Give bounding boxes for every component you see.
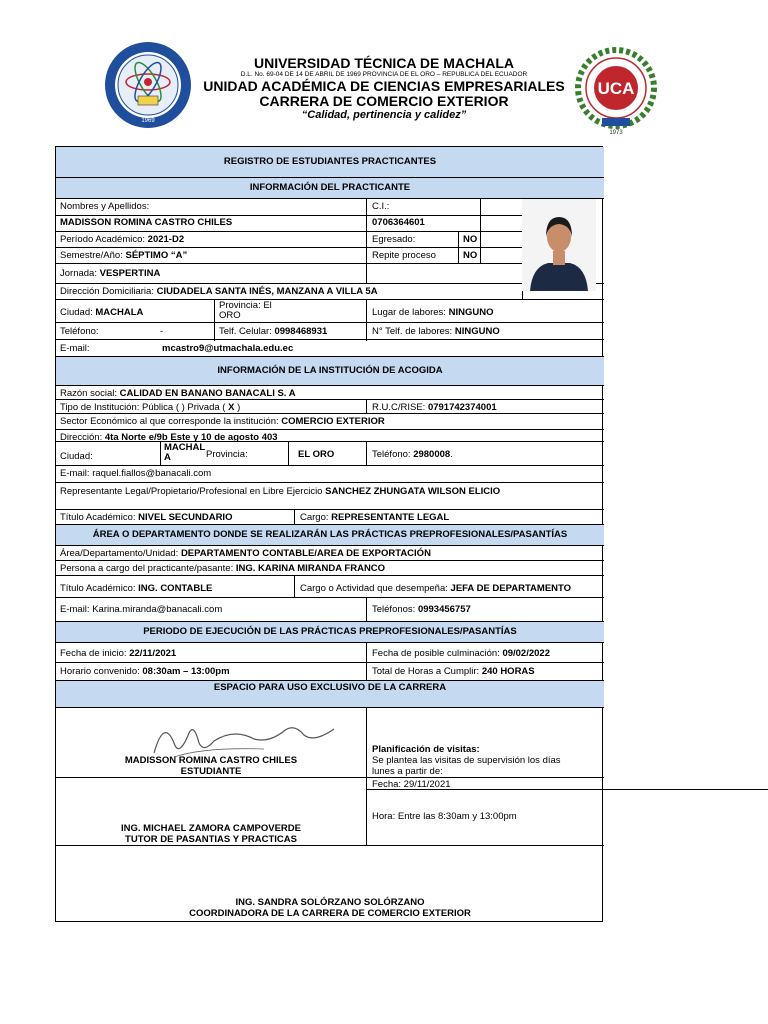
supervisor-phone-row: Teléfonos: 0993456757 bbox=[372, 604, 471, 615]
svg-text:1969: 1969 bbox=[141, 118, 155, 124]
supervisor-title-row: Título Académico: ING. CONTABLE bbox=[60, 583, 213, 594]
svg-text:UCA: UCA bbox=[597, 79, 635, 98]
institution-address-row: Dirección: 4ta Norte e/9b Este y 10 de agosto 403 bbox=[60, 432, 278, 443]
semester-row: Semestre/Año: SÉPTIMO “A” bbox=[60, 250, 188, 261]
coordinator-role: COORDINADORA DE LA CARRERA DE COMERCIO EXTERIOR bbox=[189, 908, 471, 919]
repeat-label: Repite proceso bbox=[372, 250, 436, 261]
form-title: REGISTRO DE ESTUDIANTES PRACTICANTES bbox=[56, 147, 604, 177]
supervisor-role-row: Cargo o Actividad que desempeña: JEFA DE DEPARTAMENTO bbox=[300, 583, 572, 594]
institution-phone-row: Teléfono: 2980008. bbox=[372, 449, 453, 460]
graduated-label: Egresado: bbox=[372, 234, 416, 245]
section-career-use: ESPACIO PARA USO EXCLUSIVO DE LA CARRERA bbox=[56, 681, 604, 707]
section-host-institution: INFORMACIÓN DE LA INSTITUCIÓN DE ACOGIDA bbox=[56, 357, 604, 385]
section-department: ÁREA O DEPARTAMENTO DONDE SE REALIZARÁN LAS PRÁCTICAS PREPROFESIONALES/PASANTÍAS bbox=[56, 525, 604, 545]
academic-unit-logo bbox=[568, 46, 664, 136]
province-cell: Provincia: El ORO bbox=[219, 300, 272, 321]
section-period: PERIODO DE EJECUCIÓN DE LAS PRÁCTICAS PREPROFESIONALES/PASANTÍAS bbox=[56, 622, 604, 642]
document-header bbox=[0, 0, 768, 140]
motto: “Calidad, pertinencia y calidez” bbox=[301, 109, 467, 121]
supervisor-email-row: E-mail: Karina.miranda@banacali.com bbox=[60, 604, 223, 615]
registration-form bbox=[55, 146, 603, 922]
phone-value: - bbox=[160, 326, 164, 337]
ci-label: C.I.: bbox=[372, 201, 390, 212]
student-signature-role: ESTUDIANTE bbox=[180, 766, 242, 777]
student-names: MADISSON ROMINA CASTRO CHILES bbox=[60, 217, 233, 228]
names-label: Nombres y Apellidos: bbox=[60, 201, 150, 212]
company-row: Razón social: CALIDAD EN BANANO BANACALI S. A bbox=[60, 388, 296, 399]
institution-email-row: E-mail: raquel.fiallos@banacali.com bbox=[60, 468, 212, 479]
header-text-block bbox=[200, 56, 568, 122]
supervisor-row: Persona a cargo del practicante/pasante: ING. KARINA MIRANDA FRANCO bbox=[60, 563, 386, 574]
hours-row: Total de Horas a Cumplir: 240 HORAS bbox=[372, 666, 535, 677]
legal-title-row: Título Académico: NIVEL SECUNDARIO bbox=[60, 512, 233, 523]
visits-text-2: lunes a partir de: bbox=[372, 766, 443, 777]
cell-row: Telf. Celular: 0998468931 bbox=[219, 326, 328, 337]
area-row: Área/Departamento/Unidad: DEPARTAMENTO CONTABLE/AREA DE EXPORTACIÓN bbox=[60, 548, 431, 559]
institution-city: MACHAL A bbox=[164, 442, 206, 463]
email-label: E-mail: bbox=[60, 343, 90, 354]
visit-date: Fecha: 29/11/2021 bbox=[372, 779, 451, 790]
address-row: Dirección Domiciliaria: CIUDADELA SANTA INÉS, MANZANA A VILLA 5A bbox=[60, 286, 378, 297]
student-photo bbox=[522, 199, 596, 291]
graduated-value: NO bbox=[463, 234, 478, 245]
legal-position-row: Cargo: REPRESENTANTE LEGAL bbox=[300, 512, 450, 523]
repeat-value: NO bbox=[463, 250, 478, 261]
academic-unit: UNIDAD ACADÉMICA DE CIENCIAS EMPRESARIALES bbox=[203, 78, 565, 94]
period-row: Período Académico: 2021-D2 bbox=[60, 234, 185, 245]
institution-province-label: Provincia: bbox=[206, 449, 248, 460]
email-value: mcastro9@utmachala.edu.ec bbox=[162, 343, 294, 354]
sector-row: Sector Económico al que corresponde la institución: COMERCIO EXTERIOR bbox=[60, 416, 385, 427]
ruc-row: R.U.C/RISE: 0791742374001 bbox=[372, 402, 497, 413]
institution-city-label: Ciudad: bbox=[60, 451, 93, 462]
schedule-row: Horario convenido: 08:30am – 13:00pm bbox=[60, 666, 230, 677]
end-date-row: Fecha de posible culminación: 09/02/2022 bbox=[372, 648, 550, 659]
ci-value: 0706364601 bbox=[372, 217, 425, 228]
work-phone-row: N° Telf. de labores: NINGUNO bbox=[372, 326, 500, 337]
visit-time: Hora: Entre las 8:30am y 13:00pm bbox=[372, 811, 517, 822]
tutor-role: TUTOR DE PASANTIAS Y PRACTICAS bbox=[125, 834, 297, 845]
student-signature-name: MADISSON ROMINA CASTRO CHILES bbox=[124, 755, 298, 766]
coordinator-name: ING. SANDRA SOLÓRZANO SOLÓRZANO bbox=[235, 897, 425, 908]
city-row: Ciudad: MACHALA bbox=[60, 307, 144, 318]
legal-rep-row: Representante Legal/Propietario/Profesional en Libre Ejercicio SANCHEZ ZHUNGATA WILSON ELICIO bbox=[60, 486, 501, 497]
university-name: UNIVERSIDAD TÉCNICA DE MACHALA bbox=[253, 55, 515, 71]
phone-label: Teléfono: bbox=[60, 326, 99, 337]
institution-province: EL ORO bbox=[298, 449, 335, 460]
visits-text-1: Se plantea las visitas de supervisión los días bbox=[372, 755, 561, 766]
section-student-info: INFORMACIÓN DEL PRACTICANTE bbox=[56, 178, 604, 198]
visits-title: Planificación de visitas: bbox=[372, 744, 480, 755]
university-seal-logo bbox=[100, 40, 196, 130]
shift-row: Jornada: VESPERTINA bbox=[60, 268, 161, 279]
institution-type-row: Tipo de Institución: Pública ( ) Privada ( X ) bbox=[60, 402, 241, 413]
tutor-name: ING. MICHAEL ZAMORA CAMPOVERDE bbox=[121, 823, 301, 834]
decree-line: D.L. No. 69-04 DE 14 DE ABRIL DE 1969 PROVINCIA DE EL ORO – REPUBLICA DEL ECUADOR bbox=[240, 71, 528, 78]
svg-text:1973: 1973 bbox=[609, 130, 623, 136]
work-row: Lugar de labores: NINGUNO bbox=[372, 307, 494, 318]
career-name: CARRERA DE COMERCIO EXTERIOR bbox=[259, 93, 509, 109]
start-date-row: Fecha de inicio: 22/11/2021 bbox=[60, 648, 177, 659]
